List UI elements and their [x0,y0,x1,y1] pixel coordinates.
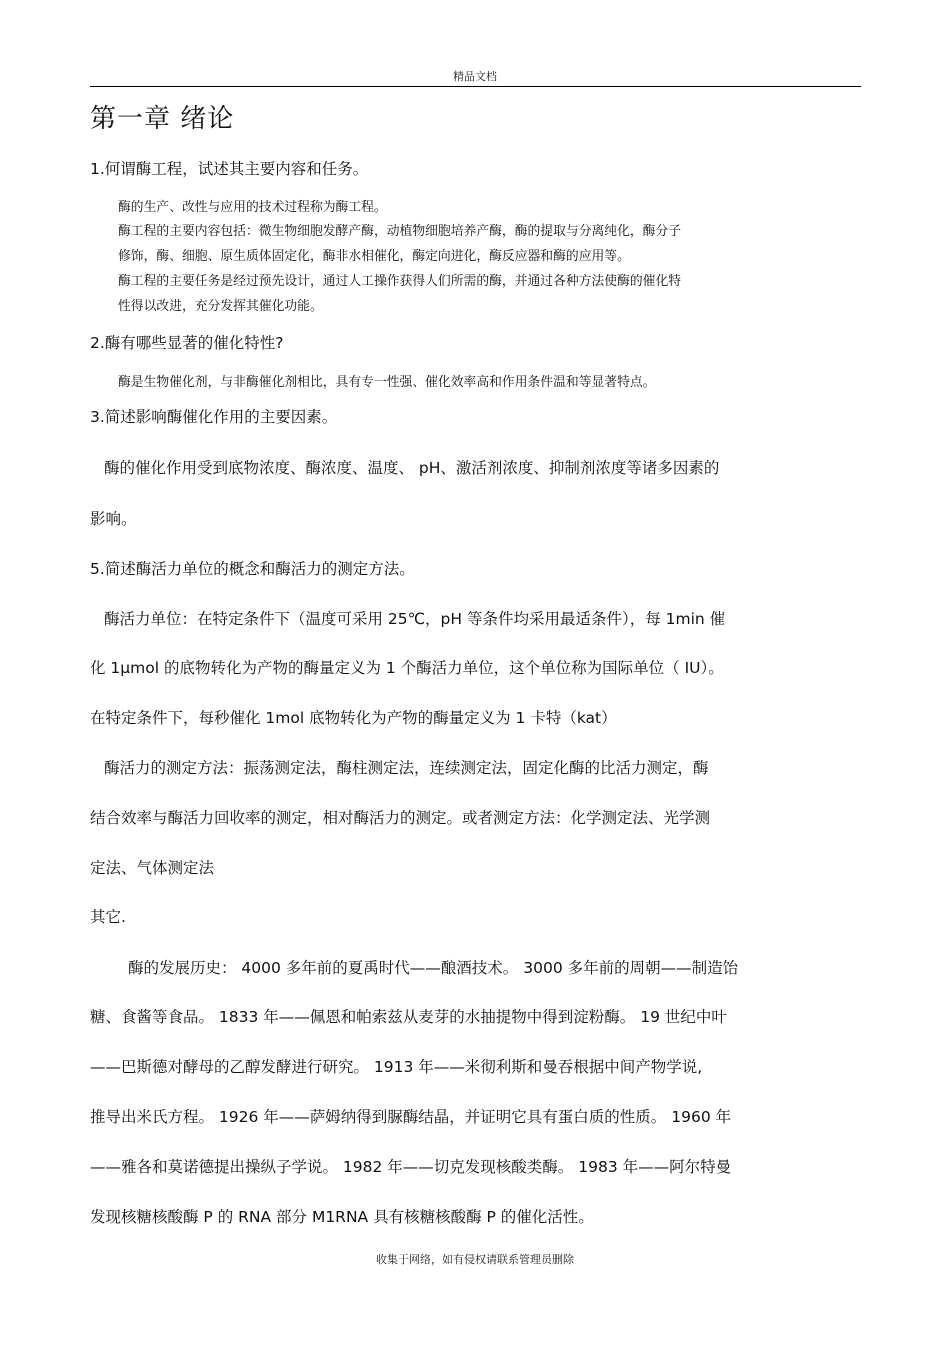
history-line: ——巴斯德对酵母的乙醇发酵进行研究。 1913 年——米彻利斯和曼吞根据中间产物学说, [90,1058,703,1076]
history-line: 酶的发展历史： 4000 多年前的夏禹时代——酿酒技术。 3000 多年前的周朝——制造饴 [128,959,739,977]
history-line: 糖、食酱等食品。 1833 年——佩恩和帕索兹从麦芽的水抽提物中得到淀粉酶。 19 世纪中叶 [90,1008,727,1026]
history-line: ——雅各和莫诺德提出操纵子学说。 1982 年——切克发现核酸类酶。 1983 年——阿尔特曼 [90,1158,732,1176]
question-1: 1.何谓酶工程，试述其主要内容和任务。 [90,160,369,178]
page-header: 精品文档 [453,70,497,83]
q5-answer-line: 酶活力的测定方法：振荡测定法，酶柱测定法，连续测定法，固定化酶的比活力测定，酶 [104,759,709,777]
q2-answer: 酶是生物催化剂，与非酶催化剂相比，具有专一性强、催化效率高和作用条件温和等显著特点。 [118,375,656,390]
question-3: 3.简述影响酶催化作用的主要因素。 [90,408,338,426]
question-2: 2.酶有哪些显著的催化特性? [90,334,284,352]
q1-answer-line: 性得以改进，充分发挥其催化功能。 [118,299,323,314]
q5-answer-line: 在特定条件下，每秒催化 1mol 底物转化为产物的酶量定义为 1 卡特（kat） [90,709,617,727]
history-line: 发现核糖核酸酶 P 的 RNA 部分 M1RNA 具有核糖核酸酶 P 的催化活性。 [90,1208,594,1226]
q1-answer-line: 修饰，酶、细胞、原生质体固定化，酶非水相催化，酶定向进化，酶反应器和酶的应用等。 [118,249,630,264]
history-line: 推导出米氏方程。 1926 年——萨姆纳得到脲酶结晶，并证明它具有蛋白质的性质。 1960 年 [90,1108,732,1126]
q1-answer-line: 酶的生产、改性与应用的技术过程称为酶工程。 [118,200,387,215]
header-divider [90,86,861,87]
q5-answer-line: 化 1μmol 的底物转化为产物的酶量定义为 1 个酶活力单位，这个单位称为国际单位（ IU）。 [90,659,724,677]
chapter-title: 第一章 绪论 [90,104,235,134]
q1-answer-line: 酶工程的主要内容包括：微生物细胞发酵产酶，动植物细胞培养产酶，酶的提取与分离纯化，酶分子 [118,224,682,239]
question-5: 5.简述酶活力单位的概念和酶活力的测定方法。 [90,560,415,578]
q1-answer-line: 酶工程的主要任务是经过预先设计，通过人工操作获得人们所需的酶，并通过各种方法使酶的催化特 [118,274,682,289]
q3-answer-line: 酶的催化作用受到底物浓度、酶浓度、温度、 pH、激活剂浓度、抑制剂浓度等诸多因素的 [104,459,720,477]
q5-answer-line: 定法、气体测定法 [90,859,215,877]
q5-answer-line: 酶活力单位：在特定条件下（温度可采用 25℃，pH 等条件均采用最适条件），每 1min 催 [104,610,726,628]
q3-answer-line: 影响。 [90,510,137,528]
page-footer: 收集于网络，如有侵权请联系管理员删除 [376,1253,574,1266]
other-heading: 其它. [90,908,126,926]
q5-answer-line: 结合效率与酶活力回收率的测定，相对酶活力的测定。或者测定方法：化学测定法、光学测 [90,809,711,827]
